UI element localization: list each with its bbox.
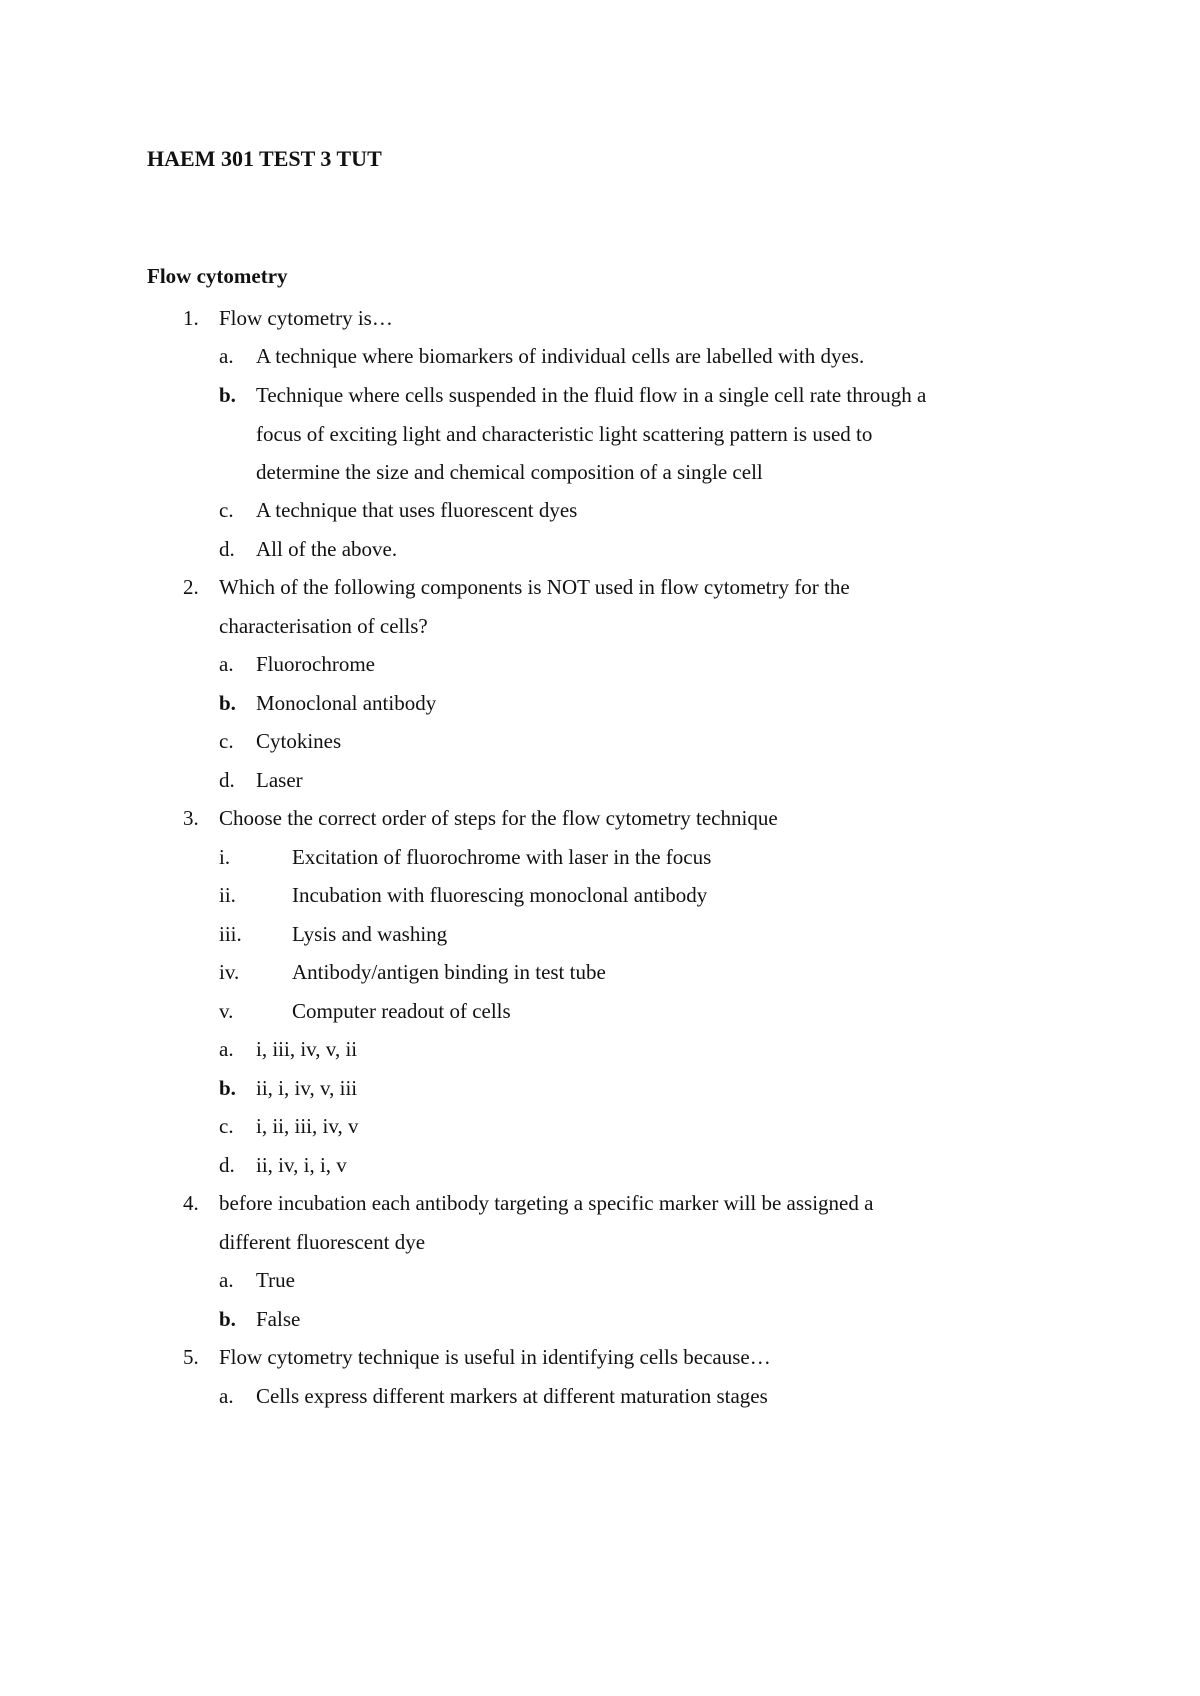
- step-text: Computer readout of cells: [292, 999, 511, 1023]
- option-letter: b.: [219, 383, 236, 407]
- option-text: i, iii, iv, v, ii: [256, 1037, 358, 1061]
- question-number: 2.: [183, 575, 199, 599]
- option-text: All of the above.: [256, 537, 398, 561]
- step-numeral: iii.: [219, 922, 242, 946]
- option-text: A technique that uses fluorescent dyes: [256, 498, 578, 522]
- question-number: 1.: [183, 306, 199, 330]
- question-text: Choose the correct order of steps for the flow cytometry technique: [219, 806, 778, 830]
- option-letter: b.: [219, 1307, 236, 1331]
- step-numeral: v.: [219, 999, 234, 1023]
- question-text: before incubation each antibody targeting a specific marker will be assigned a: [219, 1191, 874, 1215]
- option-text: ii, iv, i, i, v: [256, 1153, 347, 1177]
- option-text: A technique where biomarkers of individual cells are labelled with dyes.: [256, 344, 865, 368]
- option-letter: d.: [219, 768, 235, 792]
- section-heading: Flow cytometry: [147, 264, 288, 288]
- option-text: determine the size and chemical composition of a single cell: [256, 460, 763, 484]
- option-text: Laser: [256, 768, 303, 792]
- option-letter: d.: [219, 537, 235, 561]
- option-text: False: [256, 1307, 301, 1331]
- step-numeral: i.: [219, 845, 231, 869]
- question-number: 4.: [183, 1191, 199, 1215]
- option-text: ii, i, iv, v, iii: [256, 1076, 358, 1100]
- option-letter: c.: [219, 1114, 234, 1138]
- step-numeral: iv.: [219, 960, 240, 984]
- option-letter: a.: [219, 1037, 234, 1061]
- question-number: 5.: [183, 1345, 199, 1369]
- option-text: i, ii, iii, iv, v: [256, 1114, 359, 1138]
- option-letter: c.: [219, 498, 234, 522]
- step-text: Antibody/antigen binding in test tube: [292, 960, 606, 984]
- option-letter: b.: [219, 691, 236, 715]
- question-text: Flow cytometry is…: [219, 306, 393, 330]
- step-text: Excitation of fluorochrome with laser in the focus: [292, 845, 712, 869]
- step-text: Lysis and washing: [292, 922, 448, 946]
- option-letter: a.: [219, 1268, 234, 1292]
- page-title: HAEM 301 TEST 3 TUT: [147, 146, 382, 171]
- question-text: Flow cytometry technique is useful in identifying cells because…: [219, 1345, 771, 1369]
- option-text: Cytokines: [256, 729, 342, 753]
- option-letter: d.: [219, 1153, 235, 1177]
- question-number: 3.: [183, 806, 199, 830]
- step-text: Incubation with fluorescing monoclonal antibody: [292, 883, 708, 907]
- option-letter: a.: [219, 344, 234, 368]
- option-letter: a.: [219, 1384, 234, 1408]
- option-text: Monoclonal antibody: [256, 691, 437, 715]
- option-text: Fluorochrome: [256, 652, 375, 676]
- question-text: different fluorescent dye: [219, 1230, 426, 1254]
- option-text: Cells express different markers at different maturation stages: [256, 1384, 768, 1408]
- option-text: Technique where cells suspended in the fluid flow in a single cell rate through a: [256, 383, 927, 407]
- question-text: Which of the following components is NOT used in flow cytometry for the: [219, 575, 850, 599]
- option-text: focus of exciting light and characteristic light scattering pattern is used to: [256, 422, 873, 446]
- option-letter: b.: [219, 1076, 236, 1100]
- step-numeral: ii.: [219, 883, 236, 907]
- option-letter: a.: [219, 652, 234, 676]
- option-letter: c.: [219, 729, 234, 753]
- option-text: True: [256, 1268, 295, 1292]
- question-text: characterisation of cells?: [219, 614, 428, 638]
